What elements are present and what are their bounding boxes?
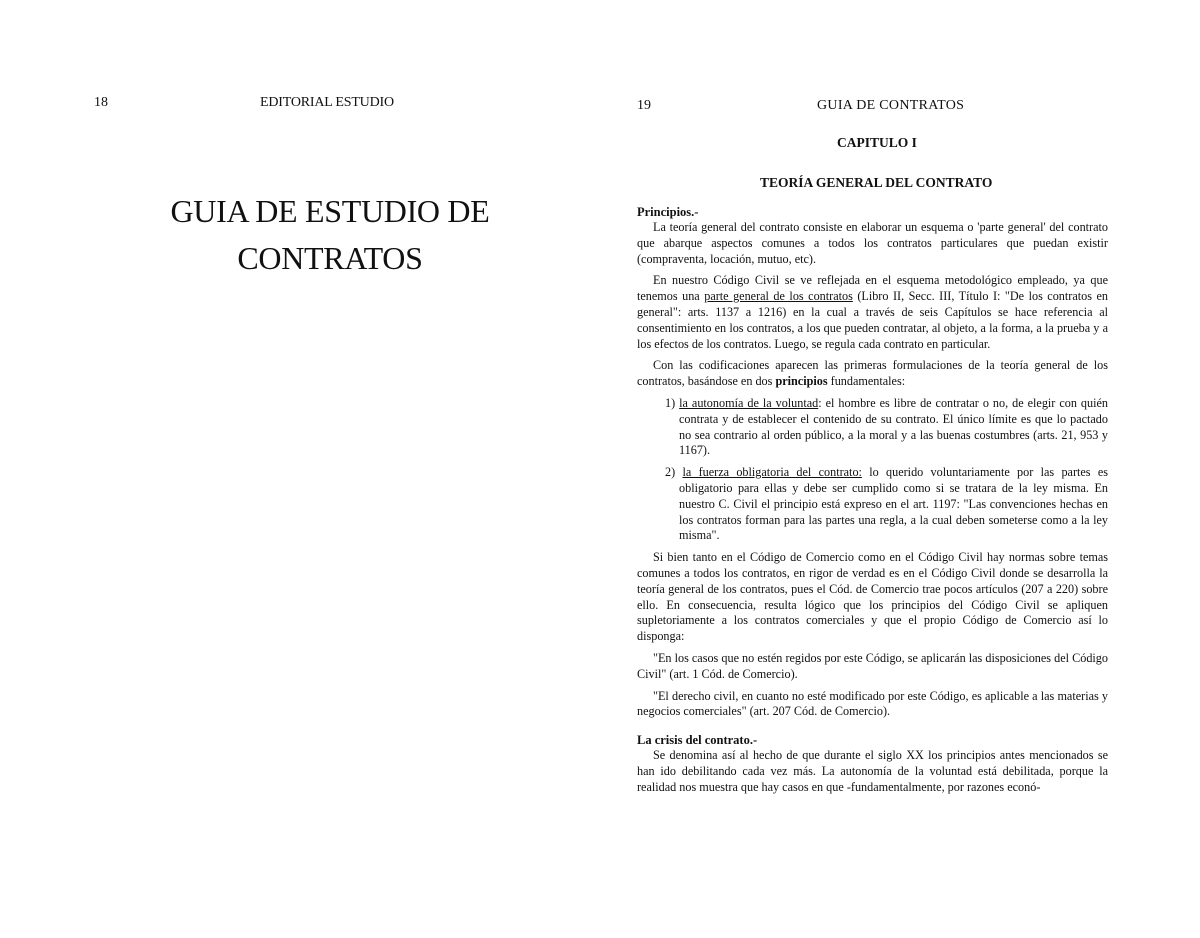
section-heading-principios: Principios.-: [637, 205, 699, 219]
paragraph-text: (Libro II, Secc. III, Título I: "De los contratos en general": arts. 1137 a 1216) en la cual a través de seis Capítulos se hace referencia al consentimiento en los contratos, a los que pueden contratar, al objeto, a la forma, a la prueba y a los efectos de los contratos. Luego, se regula cada contrato en particular.: [637, 289, 1108, 351]
list-number: 2): [665, 465, 676, 480]
paragraph: La teoría general del contrato consiste en elaborar un esquema o 'parte general' del contrato que abarque aspectos comunes a todos los contratos particulares que puedan existir (compraventa, locación, mutuo, etc).: [637, 220, 1108, 266]
left-page-number: 18: [94, 95, 108, 110]
list-item: [665, 396, 1108, 459]
list-number: 1): [665, 395, 676, 410]
paragraph-text: Con las codificaciones aparecen las primeras formulaciones de la teoría general de los contratos, basándose en dos: [637, 358, 1108, 389]
quote: "En los casos que no estén regidos por este Código, se aplicarán las disposiciones del Código Civil" (art. 1 Cód. de Comercio).: [637, 650, 1108, 681]
right-running-header: GUIA DE CONTRATOS: [817, 98, 965, 113]
list-text: lo querido voluntariamente por las partes es obligatorio para ellas y debe ser cumplido como si se tratara de la ley misma. En nuestro C. Civil el principio está expreso en el art. 1197: "Las convenciones hechas en los contratos forman para las partes una regla, a la cual deben someterse como a la ley misma".: [679, 465, 1109, 543]
paragraph-text: fundamentales:: [827, 374, 906, 389]
quote: "El derecho civil, en cuanto no esté modificado por este Código, es aplicable a las materias y negocios comerciales" (art. 207 Cód. de Comercio).: [637, 688, 1108, 719]
list-item: [665, 465, 1108, 544]
underlined-term: la autonomía de la voluntad: [679, 395, 819, 410]
chapter-heading: CAPITULO I: [837, 135, 917, 150]
paragraph: [637, 273, 1108, 352]
right-page-number: 19: [637, 98, 651, 113]
book-title: [120, 188, 540, 282]
paragraph: [637, 358, 1108, 390]
chapter-title: TEORÍA GENERAL DEL CONTRATO: [760, 175, 993, 190]
book-title-line-2: CONTRATOS: [237, 240, 423, 276]
underlined-term: parte general de los contratos: [704, 289, 853, 304]
paragraph-text: En nuestro Código Civil se ve reflejada en el esquema metodológico empleado, ya que tenemos una: [637, 273, 1108, 304]
bold-term: principios: [775, 374, 828, 389]
paragraph: Se denomina así al hecho de que durante el siglo XX los principios antes mencionados se han ido debilitando cada vez más. La autonomía de la voluntad está debilitada, porque la realidad nos muestra que hay casos en que -fundamentalmente, por razones econó-: [637, 748, 1108, 794]
underlined-term: la fuerza obligatoria del contrato:: [682, 465, 862, 480]
list-text: : el hombre es libre de contratar o no, de elegir con quién contrata y de establecer el contenido de su contrato. El único límite es que lo pactado no sea contrario al orden público, a la moral y a las buenas costumbres (arts. 21, 953 y 1167).: [679, 395, 1108, 458]
chapter-body: [637, 204, 1108, 802]
left-running-header: EDITORIAL ESTUDIO: [260, 95, 394, 110]
section-heading-crisis: La crisis del contrato.-: [637, 733, 758, 748]
paragraph: Si bien tanto en el Código de Comercio como en el Código Civil hay normas sobre temas comunes a todos los contratos, en rigor de verdad es en el Código Civil donde se desarrolla la teoría general de los contratos, pues el Cód. de Comercio trae pocos artículos (207 a 220) sobre ello. En consecuencia, resulta lógico que los principios del Código Civil se apliquen supletoriamente a los contratos comerciales y que el propio Código de Comercio así lo disponga:: [637, 550, 1108, 644]
book-title-line-1: GUIA DE ESTUDIO DE: [170, 193, 490, 229]
